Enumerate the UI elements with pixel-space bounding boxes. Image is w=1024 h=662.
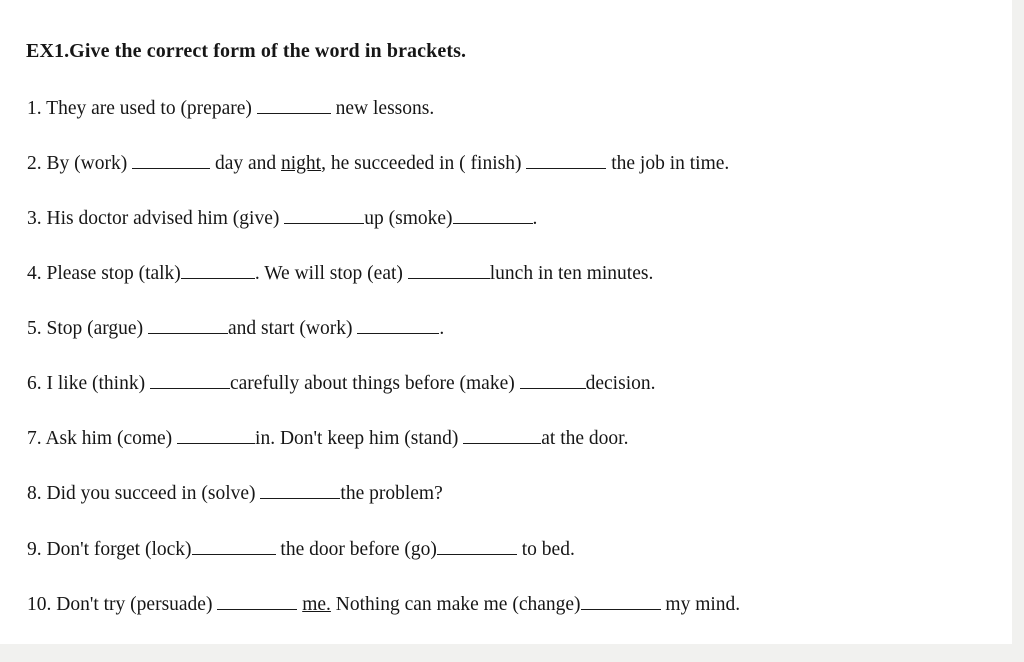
- question-text: up (smoke): [364, 208, 453, 229]
- question-text: They are used to (prepare): [46, 98, 257, 119]
- question-number: 5.: [27, 318, 42, 339]
- question-text: to bed.: [516, 539, 575, 560]
- question-text: in. Don't keep him (stand): [255, 428, 464, 449]
- question-10: [27, 592, 740, 617]
- answer-blank[interactable]: [408, 261, 490, 279]
- question-number: 6.: [27, 373, 42, 394]
- question-4: [27, 261, 653, 286]
- question-number: 1.: [27, 98, 42, 119]
- question-text: , he succeeded in ( finish): [321, 153, 527, 174]
- question-text: .: [532, 208, 538, 229]
- question-number: 7.: [27, 428, 42, 449]
- answer-blank[interactable]: [148, 316, 228, 334]
- answer-blank[interactable]: [177, 426, 255, 444]
- question-text: at the door.: [541, 428, 629, 449]
- question-text: carefully about things before (make): [229, 373, 520, 394]
- question-7: [27, 426, 628, 451]
- exercise-title: EX1.Give the correct form of the word in brackets.: [26, 40, 467, 62]
- question-text: day and: [210, 153, 282, 174]
- answer-blank[interactable]: [284, 206, 364, 224]
- answer-blank[interactable]: [357, 316, 439, 334]
- answer-blank[interactable]: [217, 592, 297, 610]
- question-text: Please stop (talk): [46, 263, 181, 284]
- answer-blank[interactable]: [581, 592, 661, 610]
- question-number: 4.: [27, 263, 42, 284]
- question-text: the job in time.: [606, 153, 730, 174]
- answer-blank[interactable]: [526, 151, 606, 169]
- question-text: By (work): [46, 153, 133, 174]
- question-5: [27, 316, 444, 341]
- question-text: Don't forget (lock): [46, 539, 192, 560]
- answer-blank[interactable]: [453, 206, 533, 224]
- answer-blank[interactable]: [150, 371, 230, 389]
- question-8: [27, 481, 443, 506]
- question-text: Nothing can make me (change): [330, 594, 581, 615]
- answer-blank[interactable]: [437, 537, 517, 555]
- answer-blank[interactable]: [132, 151, 210, 169]
- question-2: [27, 151, 729, 176]
- question-number: 9.: [27, 539, 42, 560]
- answer-blank[interactable]: [257, 96, 331, 114]
- question-text: decision.: [585, 373, 656, 394]
- underlined-word: me.: [302, 594, 331, 615]
- question-number: 3.: [27, 208, 42, 229]
- question-text: my mind.: [660, 594, 741, 615]
- question-text: His doctor advised him (give): [46, 208, 285, 229]
- answer-blank[interactable]: [192, 537, 276, 555]
- question-text: .: [439, 318, 445, 339]
- question-text: and start (work): [227, 318, 358, 339]
- question-text: new lessons.: [330, 98, 435, 119]
- answer-blank[interactable]: [181, 261, 255, 279]
- question-number: 10.: [27, 594, 52, 615]
- question-6: [27, 371, 655, 396]
- question-number: 8.: [27, 483, 42, 504]
- question-text: the problem?: [340, 483, 443, 504]
- question-text: Did you succeed in (solve): [46, 483, 261, 504]
- answer-blank[interactable]: [520, 371, 586, 389]
- question-number: 2.: [27, 153, 42, 174]
- question-text: I like (think): [46, 373, 150, 394]
- question-text: Stop (argue): [46, 318, 148, 339]
- question-text: . We will stop (eat): [254, 263, 408, 284]
- question-1: [27, 96, 434, 121]
- answer-blank[interactable]: [463, 426, 541, 444]
- question-text: lunch in ten minutes.: [489, 263, 654, 284]
- question-text: the door before (go): [275, 539, 437, 560]
- question-text: Ask him (come): [45, 428, 178, 449]
- question-3: [27, 206, 537, 231]
- underlined-word: night: [281, 153, 322, 174]
- answer-blank[interactable]: [260, 481, 340, 499]
- question-9: [27, 537, 575, 562]
- question-text: Don't try (persuade): [56, 594, 218, 615]
